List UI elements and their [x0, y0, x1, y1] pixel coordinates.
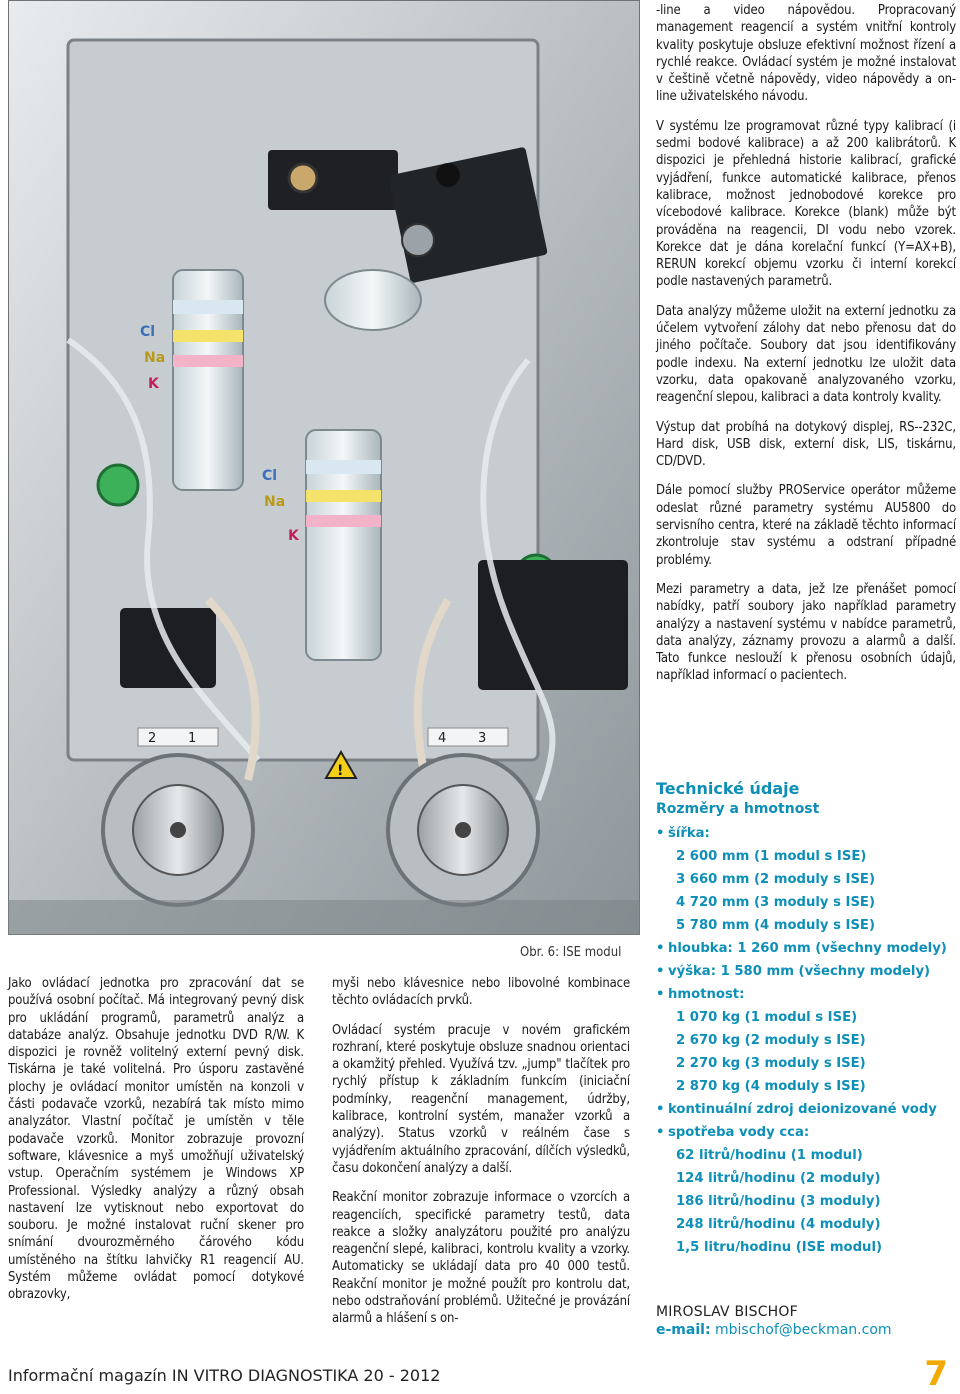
left-text-column	[8, 975, 304, 1304]
technical-data-item: 124 litrů/hodinu (2 moduly)	[676, 1171, 881, 1186]
svg-text:!: !	[337, 763, 344, 779]
paragraph: Výstup dat probíhá na dotykový displej, RS--232C, Hard disk, USB disk, externí disk, LIS, tiskárnu, CD/DVD.	[656, 419, 956, 470]
technical-data	[656, 778, 956, 1259]
technical-data-item: 186 litrů/hodinu (3 moduly)	[676, 1194, 881, 1209]
paragraph: Data analýzy můžeme uložit na externí jednotku za účelem vytvoření zálohy dat nebo přenosu dat do jiného počítače. Soubory dat jsou identifikovány podle indexu. Na externí jednotku lze uložit data vzorku, data opakovaně analyzovaného vzorku, reagenční slepou, kalibraci a data kontroly kvality.	[656, 303, 956, 406]
technical-data-item: 1,5 litru/hodinu (ISE modul)	[676, 1240, 882, 1255]
label-k-2: K	[288, 528, 299, 544]
technical-data-item: 4 720 mm (3 moduly s ISE)	[676, 895, 875, 910]
author-email[interactable]: mbischof@beckman.com	[715, 1322, 892, 1338]
author-name: MIROSLAV BISCHOF	[656, 1304, 798, 1320]
label-4: 4	[438, 731, 447, 746]
technical-data-item: • spotřeba vody cca:	[656, 1121, 956, 1144]
technical-data-heading: Technické údaje	[656, 779, 800, 798]
paragraph: Dále pomocí služby PROService operátor můžeme odeslat různé parametry systému AU5800 do servisního centra, které na základě těchto informací zkontroluje stav systému a odstraní případné problémy.	[656, 483, 956, 568]
paragraph: Ovládací systém pracuje v novém grafickém rozhraní, které poskytuje obsluze snadnou orientaci a okamžitý přehled. Využívá tzv. „jump" tlačítek pro rychlý přístup k základním funkcím (iniciační podmínky, reagenční management, údržby, kalibrace, kontrolní systém, manažer vzorků a analýzy). Status vzorků v reálném čase s vyjádřením aktuálního zpracování, dílčích výsledků, času dokončení analýzy a další.	[332, 1022, 630, 1176]
footer-magazine-title: Informační magazín IN VITRO DIAGNOSTIKA 20 - 2012	[8, 1366, 441, 1385]
label-na-2: Na	[264, 494, 286, 510]
author-block	[656, 1303, 892, 1339]
middle-text-column	[332, 975, 630, 1328]
technical-data-item: 1 070 kg (1 modul s ISE)	[676, 1010, 858, 1025]
technical-data-item: • kontinuální zdroj deionizované vody	[656, 1098, 956, 1121]
label-3: 3	[478, 731, 487, 746]
label-cl-2: Cl	[262, 468, 278, 484]
label-1: 1	[188, 731, 197, 746]
technical-data-item: 2 670 kg (2 moduly s ISE)	[676, 1033, 866, 1048]
author-email-line	[656, 1321, 892, 1339]
ise-module-photo	[8, 0, 640, 935]
technical-data-item: • šířka:	[656, 822, 956, 845]
technical-data-item: • výška: 1 580 mm (všechny modely)	[656, 960, 956, 983]
technical-data-item: 3 660 mm (2 moduly s ISE)	[676, 872, 875, 887]
email-label: e-mail:	[656, 1322, 711, 1338]
paragraph: Mezi parametry a data, jež lze přenášet pomocí nabídky, patří soubory jako například parametry analýzy a nastavení systému v nabídce parametrů, data analýzy, záznamy provozu a alarmů a další. Tato funkce neslouží k přenosu osobních údajů, například informací o pacientech.	[656, 581, 956, 684]
technical-data-item: • hmotnost:	[656, 983, 956, 1006]
paragraph: myši nebo klávesnice nebo libovolné kombinace těchto ovládacích prvků.	[332, 976, 630, 1009]
paragraph: V systému lze programovat různé typy kalibrací (i sedmi bodové kalibrace) a až 200 kalibrátorů. K dispozici je přehledná historie kalibrací, grafické vyjádření, funkce automatické kalibrace, přenos kalibrace, možnost jednobodové korekce pro vícebodové kalibrace. Korekce (blank) může být prováděna na reagencii, DI vodu nebo vzorek. Korekce dat je dána korelační funkcí (Y=AX+B), RERUN korekcí objemu vzorku či interní korekcí podle nastavených parametrů.	[656, 118, 956, 290]
technical-data-item: 2 270 kg (3 moduly s ISE)	[676, 1056, 866, 1071]
paragraph: Jako ovládací jednotka pro zpracování dat se používá osobní počítač. Má integrovaný pevný disk pro ukládání programů, parametrů analýz a databáze analýz. Obsahuje jednotku DVD R/W. K dispozici je rovněž volitelný externí pevný disk. Tiskárna je také volitelná. Pro úsporu zastavěné plochy je ovládací monitor umístěn na konzoli v části podavače vzorků, nezabírá tak místo mimo analyzátor. Vlastní počítač je umístěn v těle podavače vzorků. Monitor zobrazuje provozní software, klávesnice a myš umožňují uživatelský vstup. Operačním systémem je Windows XP Professional. Výsledky analýzy a různý obsah nastavení lze vytisknout nebo exportovat do souboru. Je možné instalovat ruční skener pro snímání dvourozměrného čárového kódu umístěného na štítku lahvičky R1 reagencií AU. Systém můžeme ovládat pomocí dotykové obrazovky,	[8, 976, 304, 1303]
paragraph: -line a video nápovědou. Propracovaný management reagencií a systém vnitřní kontroly kvality poskytuje obsluze efektivní možnost řízení a rychlé reakce. Ovládací systém je možné instalovat v češtině včetně nápovědy, video nápovědy a on-line uživatelského návodu.	[656, 3, 956, 105]
right-text-column	[656, 2, 956, 685]
label-na-1: Na	[144, 350, 166, 366]
technical-data-item: 62 litrů/hodinu (1 modul)	[676, 1148, 863, 1163]
paragraph: Reakční monitor zobrazuje informace o vzorcích a reagenciích, specifické parametry testů, data reakce a složky analyzátoru použité pro analýzu reagenční slepé, kalibraci, kontrolu kvality a vzorky. Automaticky se ukládají data pro 40 000 testů. Reakční monitor je možné použít pro kontrolu dat, nebo odstraňování problémů. Užitečné je provázání alarmů a hlášení s on-	[332, 1190, 630, 1327]
technical-data-subheading: Rozměry a hmotnost	[656, 801, 820, 817]
technical-data-list	[656, 822, 956, 1259]
ise-module-illustration	[8, 0, 640, 935]
label-2: 2	[148, 731, 157, 746]
technical-data-item: • hloubka: 1 260 mm (všechny modely)	[656, 937, 956, 960]
technical-data-item: 248 litrů/hodinu (4 moduly)	[676, 1217, 881, 1232]
technical-data-item: 2 600 mm (1 modul s ISE)	[676, 849, 867, 864]
technical-data-item: 2 870 kg (4 moduly s ISE)	[676, 1079, 866, 1094]
photo-caption: Obr. 6: ISE modul	[520, 945, 622, 960]
label-cl-1: Cl	[140, 324, 156, 340]
technical-data-item: 5 780 mm (4 moduly s ISE)	[676, 918, 875, 933]
page-number: 7	[924, 1354, 948, 1394]
label-k-1: K	[148, 376, 159, 392]
